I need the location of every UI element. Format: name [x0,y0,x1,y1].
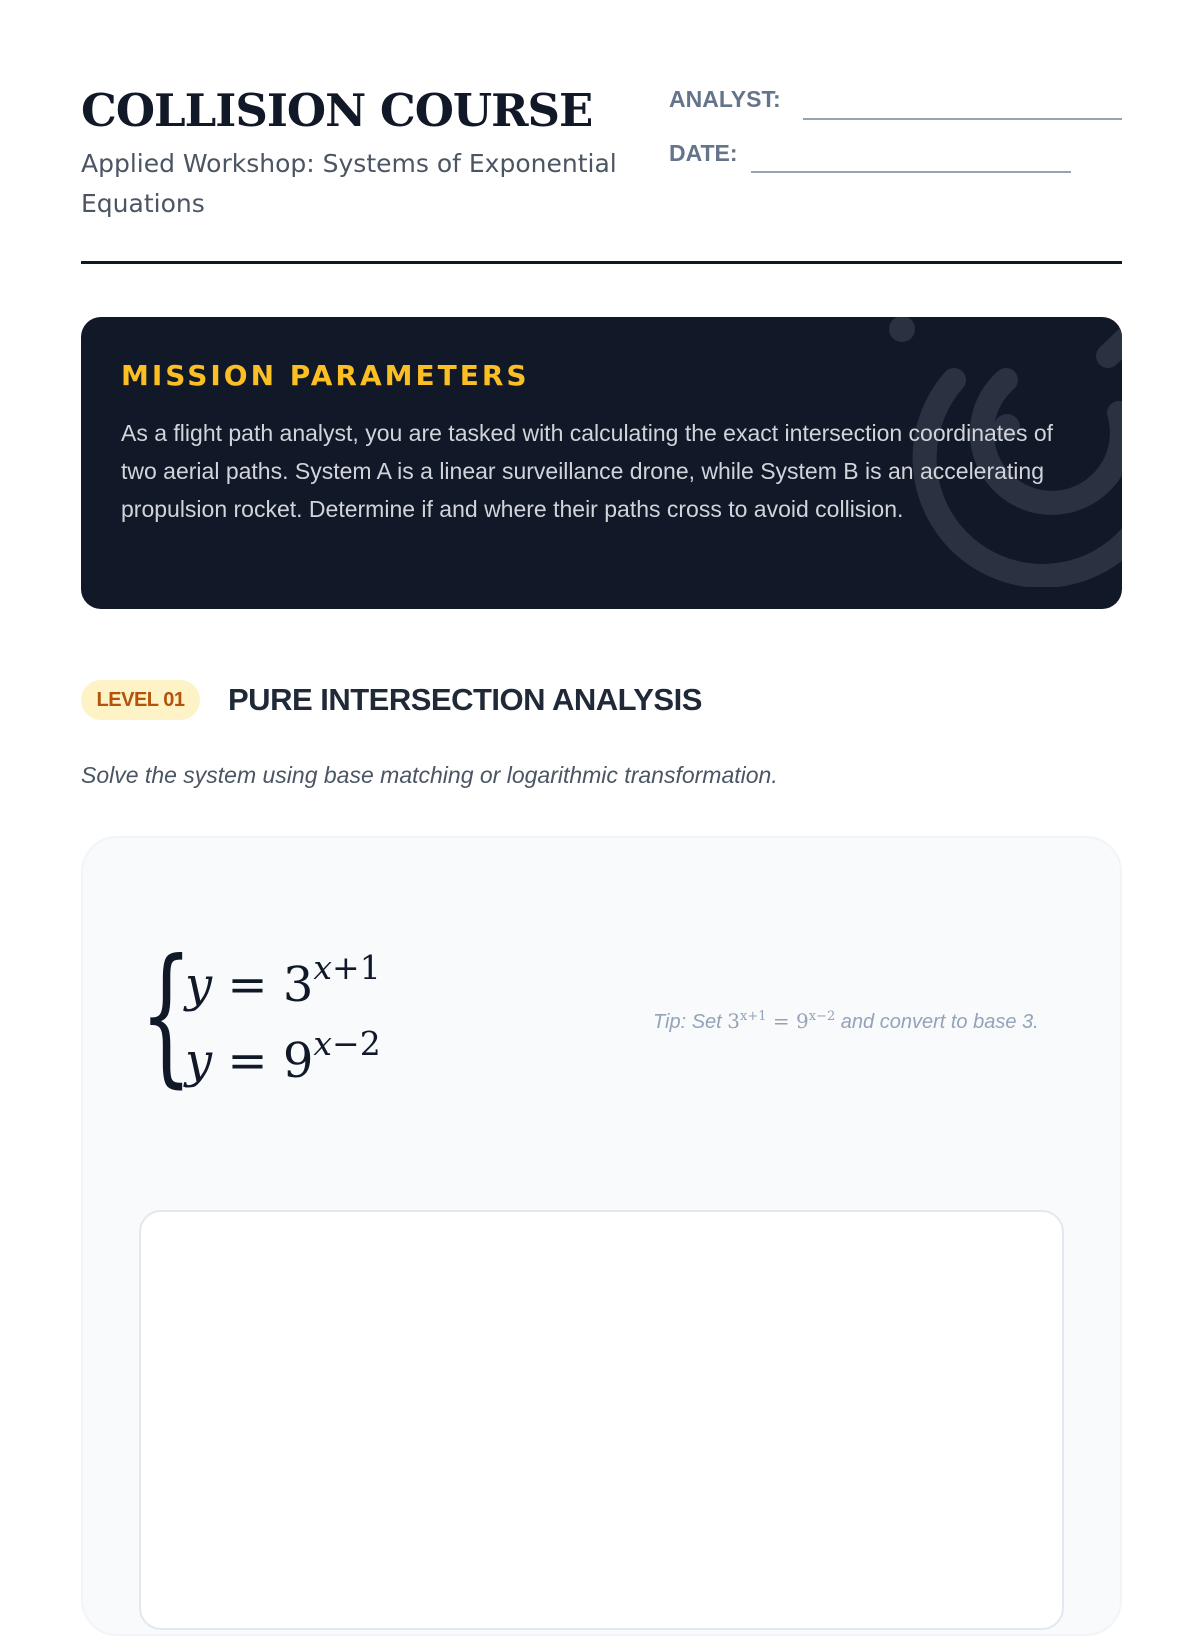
level-badge: LEVEL 01 [81,680,200,720]
hint-tip: Tip: Set $3^{x+1} = 9^{x-2}$ and convert to base 3. [653,1009,1039,1033]
date-label: DATE: [669,140,738,166]
date-input-line[interactable] [751,171,1071,173]
mission-parameters-panel [81,317,1122,609]
system-brace: { [140,928,193,1102]
analyst-label: ANALYST: [669,86,781,112]
section-instruction: Solve the system using base matching or logarithmic transformation. [81,762,778,788]
answer-work-area[interactable] [139,1210,1064,1630]
mission-description: As a flight path analyst, you are tasked with calculating the exact intersection coordinates of two aerial paths. System A is a linear surveillance drone, while System B is an accelerating propulsion rocket. Determine if and where their paths cross to avoid collision. [121,420,1054,522]
mission-heading: MISSION PARAMETERS [121,359,530,392]
section-title: PURE INTERSECTION ANALYSIS [228,682,702,717]
equation-1: $y = 3^{x+1}$ [185,948,381,1013]
worksheet-header [81,80,1122,264]
page-title: COLLISION COURSE [81,84,593,137]
equation-2: $y = 9^{x-2}$ [185,1024,381,1089]
page-subtitle: Applied Workshop: Systems of Exponential Equations [81,149,617,218]
analyst-input-line[interactable] [803,118,1122,120]
